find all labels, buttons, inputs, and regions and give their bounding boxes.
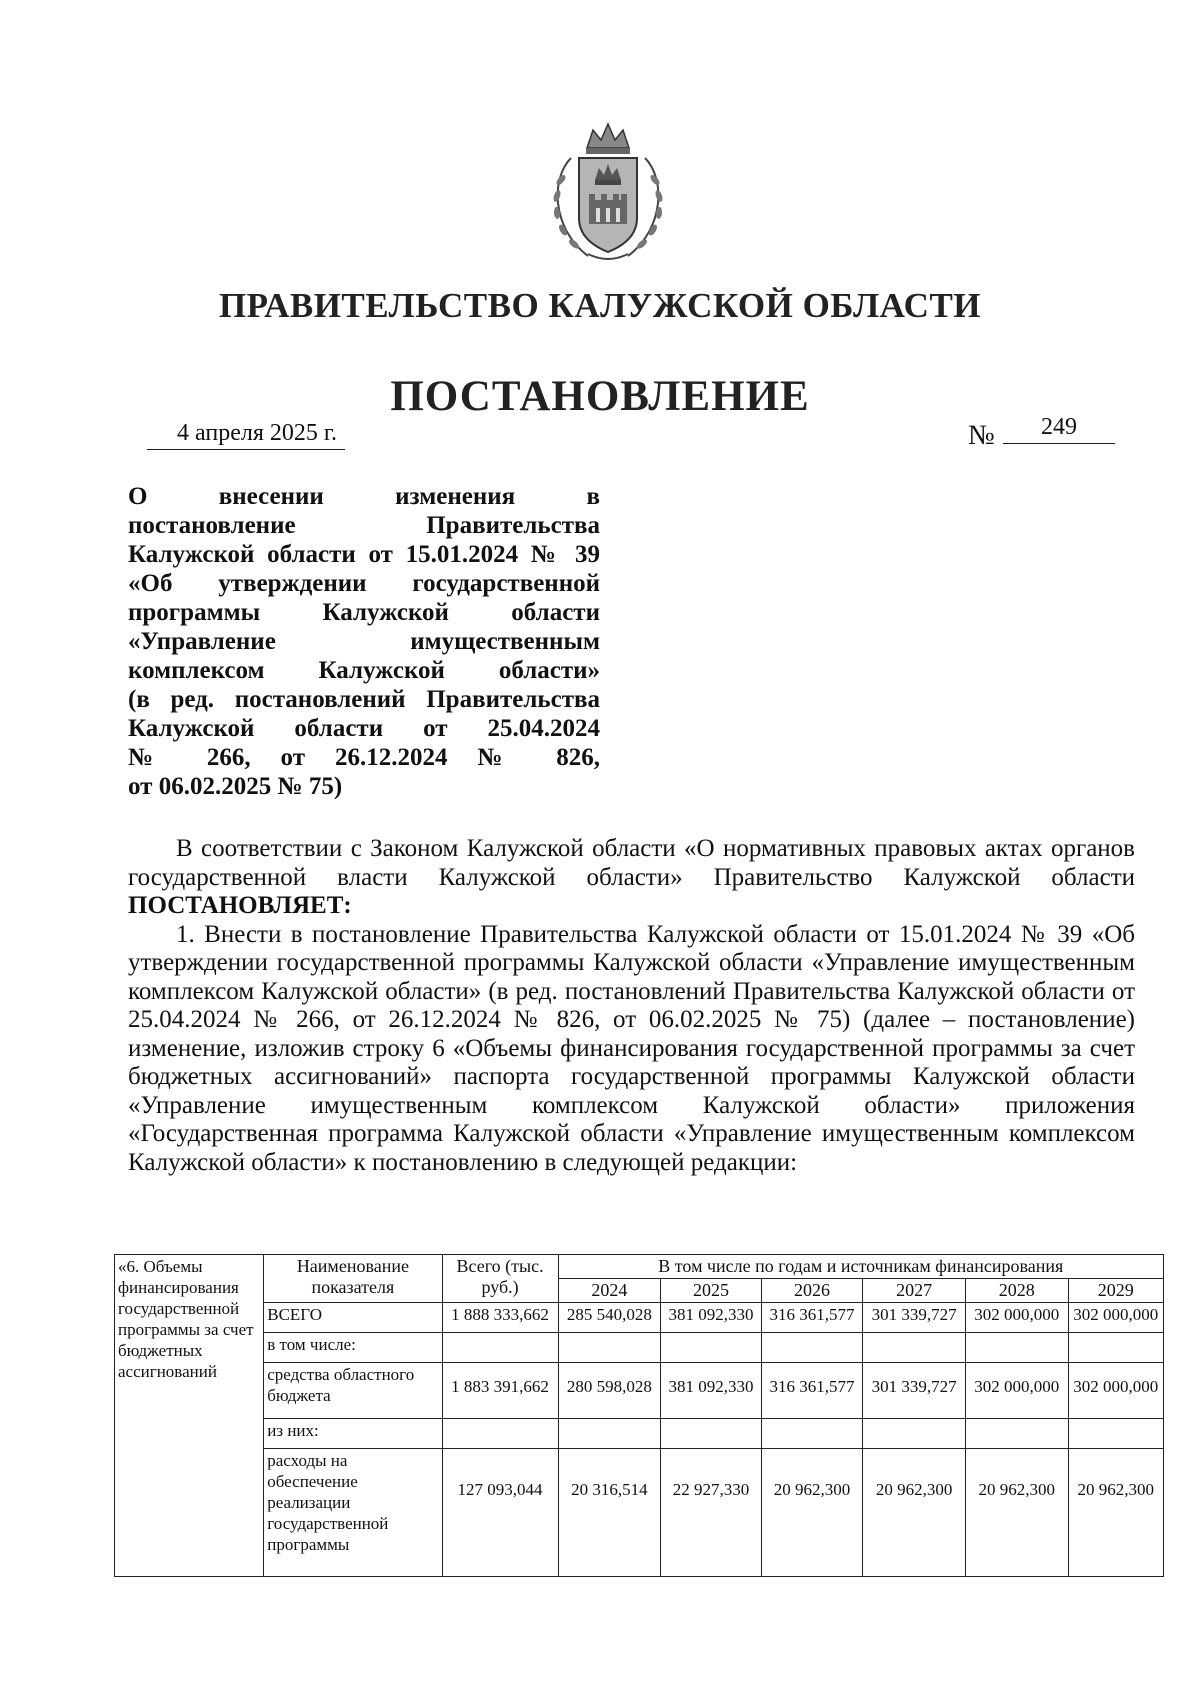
row-value: 20 962,300 [965, 1449, 1068, 1577]
clause-1-paragraph: 1. Внести в постановление Правительства Калужской области от 15.01.2024 № 39 «Об утверждении государственной программы Калужской области «Управление имущественным комплексом Калужской области» (в ред. постановлений Правительства Калужской области от 25.04.2024 № 266, от 26.12.2024 № 826, от 06.02.2025 № 75) (далее – постановление) изменение, изложив строку 6 «Объемы финансирования государственной программы за счет бюджетных ассигнований» паспорта государственной программы Калужской области «Управление имущественным комплексом Калужской области» приложения «Государственная программа Калужской области «Управление имущественным комплексом Калужской области» к постановлению в следующей редакции: [128, 920, 1135, 1176]
row-value: 302 000,000 [1068, 1303, 1163, 1333]
row-value: 302 000,000 [1068, 1363, 1163, 1419]
col-header-years-group: В том числе по годам и источникам финансирования [558, 1255, 1163, 1279]
row-name: средства областного бюджета [264, 1363, 442, 1419]
subject-line: комплексом Калужской области» [128, 657, 600, 684]
document-number-label: № [968, 420, 995, 451]
row-value: 280 598,028 [558, 1363, 661, 1419]
row-name: из них: [264, 1419, 442, 1449]
col-header-total: Всего (тыс. руб.) [442, 1255, 558, 1303]
row-value: 20 962,300 [761, 1449, 863, 1577]
col-header-name: Наименование показателя [264, 1255, 442, 1303]
year-header: 2025 [661, 1279, 762, 1303]
year-header: 2027 [863, 1279, 966, 1303]
row-value: 316 361,577 [761, 1303, 863, 1333]
subject-line: № 266, от 26.12.2024 № 826, [128, 744, 600, 771]
resolves-keyword: ПОСТАНОВЛЯЕТ: [128, 892, 352, 919]
year-header: 2026 [761, 1279, 863, 1303]
financing-table [114, 1254, 1164, 1577]
subject-line: программы Калужской области [128, 599, 600, 626]
row-name: ВСЕГО [264, 1303, 442, 1333]
row-total: 1 888 333,662 [442, 1303, 558, 1333]
subject-line: О внесении изменения в [128, 483, 600, 510]
row-name: в том числе: [264, 1333, 442, 1363]
row-value: 301 339,727 [863, 1303, 966, 1333]
row-value: 302 000,000 [965, 1363, 1068, 1419]
row-total: 1 883 391,662 [442, 1363, 558, 1419]
row-value: 20 316,514 [558, 1449, 661, 1577]
coat-of-arms-emblem [543, 118, 673, 266]
subject-line: «Управление имущественным [128, 628, 600, 655]
organization-name: ПРАВИТЕЛЬСТВО КАЛУЖСКОЙ ОБЛАСТИ [218, 286, 982, 325]
preamble-paragraph: В соответствии с Законом Калужской области «О нормативных правовых актах органов государственной власти Калужской области» Правительство Калужской области ПОСТАНОВЛЯЕТ: [128, 835, 1135, 919]
row-total: 127 093,044 [442, 1449, 558, 1577]
subject-line: Калужской области от 25.04.2024 [128, 715, 600, 742]
subject-line: «Об утверждении государственной [128, 570, 600, 597]
row-value: 302 000,000 [965, 1303, 1068, 1333]
row-name: расходы на обеспечение реализации государственной программы [264, 1449, 442, 1577]
table-row [115, 1419, 1164, 1449]
document-subject [128, 482, 600, 801]
table-row [115, 1363, 1164, 1419]
row-value: 316 361,577 [761, 1363, 863, 1419]
subject-line: Калужской области от 15.01.2024 № 39 [128, 541, 600, 568]
year-header: 2029 [1068, 1279, 1163, 1303]
table-row [115, 1303, 1164, 1333]
row-value: 381 092,330 [661, 1303, 762, 1333]
row-value: 381 092,330 [661, 1363, 762, 1419]
row-value: 285 540,028 [558, 1303, 661, 1333]
year-header: 2028 [965, 1279, 1068, 1303]
document-body [128, 835, 1135, 1177]
table-row [115, 1449, 1164, 1577]
row-value: 301 339,727 [863, 1363, 966, 1419]
document-kind: ПОСТАНОВЛЕНИЕ [390, 373, 810, 420]
document-number: 249 [1003, 414, 1115, 444]
row-value: 20 962,300 [1068, 1449, 1163, 1577]
row-value: 20 962,300 [863, 1449, 966, 1577]
row-6-label: «6. Объемы финансирования государственной программы за счет бюджетных ассигнований [115, 1255, 264, 1577]
subject-line: от 06.02.2025 № 75) [128, 773, 343, 800]
subject-line: (в ред. постановлений Правительства [128, 686, 600, 713]
document-date: 4 апреля 2025 г. [147, 420, 345, 450]
year-header: 2024 [558, 1279, 661, 1303]
table-row [115, 1333, 1164, 1363]
subject-line: постановление Правительства [128, 512, 600, 539]
row-value: 22 927,330 [661, 1449, 762, 1577]
